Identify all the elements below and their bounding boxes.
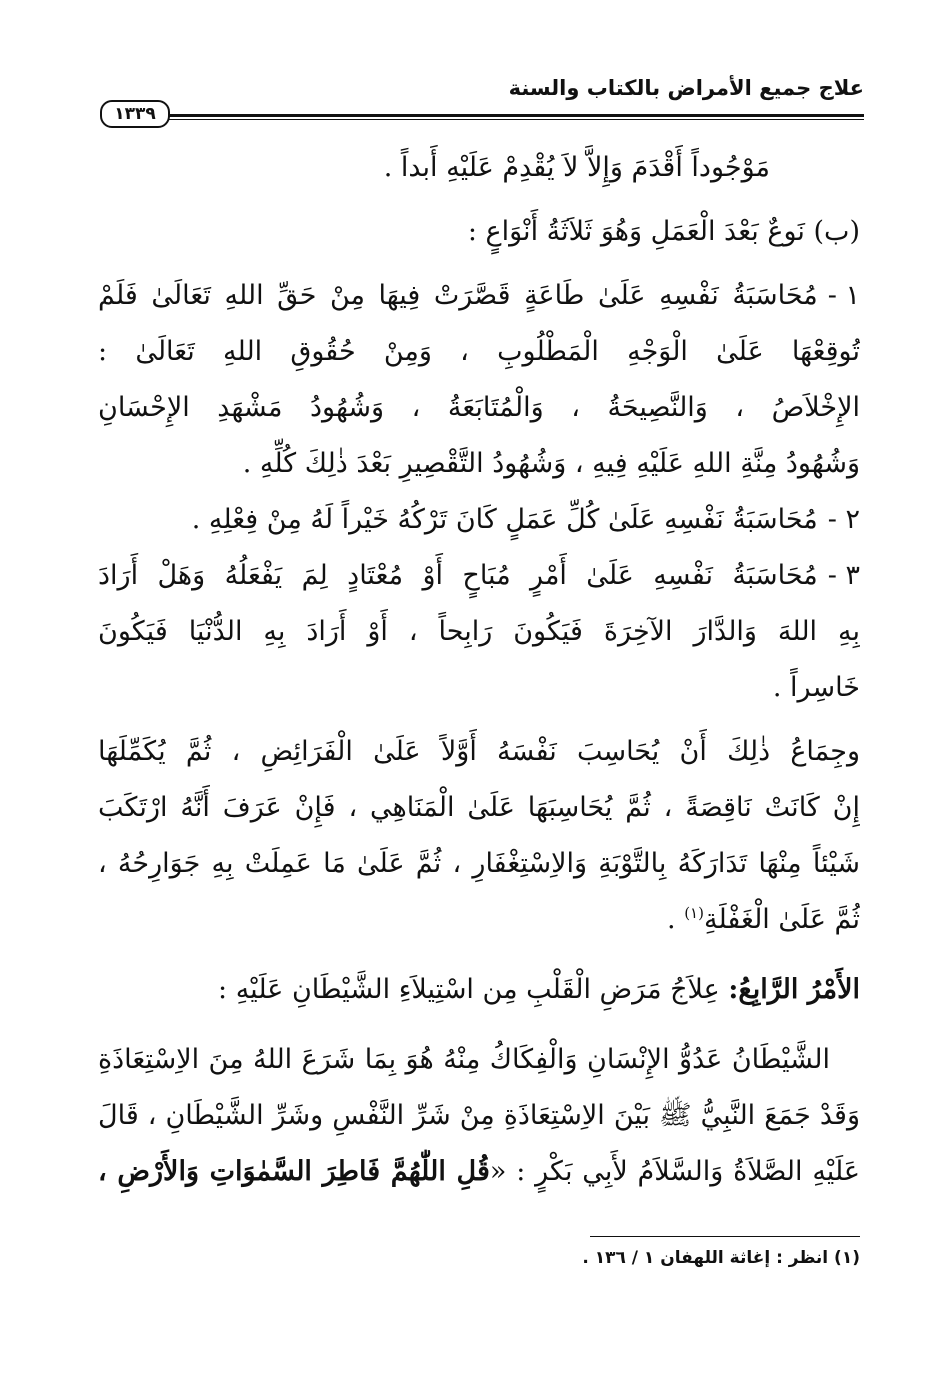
paragraph-last-end: . <box>667 904 685 935</box>
list-item-2-line: مُحَاسَبَةُ نَفْسِهِ عَلَىٰ كُلِّ عَمَلٍ كَانَ تَرْكُهُ خَيْراً لَهُ مِنْ فِعْلِهِ . <box>191 504 818 535</box>
section-heading <box>98 962 860 1018</box>
footnote-rule <box>590 1236 860 1237</box>
last-line-quote: قُلِ اللّٰهُمَّ فَاطِرَ السَّمٰوَاتِ وَالأَرْضِ ، <box>98 1156 490 1187</box>
list-item-1 <box>98 268 860 324</box>
header-rule <box>162 114 864 117</box>
paragraph-line: شَيْئاً مِنْهَا تَدَارَكَهُ بِالتَّوْبَةِ وَالاِسْتِغْفَارِ ، ثُمَّ عَلَىٰ مَا عَمِلَتْ بِهِ جَوَارِحُهُ ، <box>98 848 860 879</box>
last-line-plain: عَلَيْهِ الصَّلاَةُ وَالسَّلاَمُ لأَبِي بَكْرٍ : « <box>489 1156 860 1187</box>
header-rule-thin <box>162 119 864 120</box>
book-title: علاج جميع الأمراض بالكتاب والسنة <box>508 76 864 100</box>
paragraph-line: الشَّيْطَانُ عَدُوُّ الإِنْسَانِ وَالْفِكَاكُ مِنْهُ هُوَ بِمَا شَرَعَ اللهُ مِنَ الاِسْتِعَاذَةِ <box>98 1044 830 1075</box>
paragraph-last-text: ثُمَّ عَلَىٰ الْغَفْلَةِ <box>703 904 860 935</box>
section-heading-rest: عِلاَجُ مَرَضِ الْقَلْبِ مِن اسْتِيلاَءِ الشَّيْطَانِ عَلَيْهِ : <box>218 974 729 1005</box>
paragraph-line: إِنْ كَانَتْ نَاقِصَةً ، ثُمَّ يُحَاسِبَهَا عَلَىٰ الْمَنَاهِي ، فَإِنْ عَرَفَ أَنَّهُ ارْتَكَبَ <box>98 792 860 823</box>
running-header <box>100 74 864 124</box>
list-item-3-line: بِهِ اللهَ وَالدَّارَ الآخِرَةَ فَيَكُونَ رَابِحاً ، أَوْ أَرَادَ بِهِ الدُّنْيَا فَيَكُونَ <box>98 616 860 647</box>
paragraph-line: وجِمَاعُ ذٰلِكَ أَنْ يُحَاسِبَ نَفْسَهُ أَوَّلاً عَلَىٰ الْفَرَائِضِ ، ثُمَّ يُكَمِّلَهَا <box>98 736 860 767</box>
intro-line: مَوْجُوداً أَقْدَمَ وَإِلاَّ لاَ يُقْدِمْ عَلَيْهِ أَبداً . <box>383 152 770 183</box>
paragraph-line-last <box>98 892 860 948</box>
paragraph-line: وَقَدْ جَمَعَ النَّبِيُّ ﷺ بَيْنَ الاِسْتِعَاذَةِ مِنْ شَرِّ النَّفْسِ وشَرِّ الشَّيْطَانِ ، قَالَ <box>98 1100 860 1131</box>
list-marker-1: ١ - <box>827 280 860 311</box>
list-item-3 <box>98 548 860 604</box>
list-item-1-line: تُوقِعْهَا عَلَىٰ الْوَجْهِ الْمَطْلُوبِ ، وَمِنْ حُقُوقِ اللهِ تَعَالَىٰ : <box>98 336 860 367</box>
list-item-1-line: مُحَاسَبَةُ نَفْسِهِ عَلَىٰ طَاعَةٍ قَصَّرَتْ فِيهَا مِنْ حَقِّ اللهِ تَعَالَىٰ فَلَمْ <box>98 280 818 311</box>
page-number: ١٣٣٩ <box>100 100 170 128</box>
footnote-ref[interactable]: (١) <box>684 904 704 922</box>
list-item-1-line: الإِخْلاَصُ ، وَالنَّصِيحَةُ ، وَالْمُتَابَعَةُ ، وَشُهُودُ مَشْهَدِ الإِحْسَانِ <box>98 392 860 423</box>
list-item-1-line: وَشُهُودُ مِنَّةِ اللهِ عَلَيْهِ فِيهِ ، وَشُهُودُ التَّقْصِيرِ بَعْدَ ذٰلِكَ كُلِّهِ . <box>242 448 860 479</box>
paragraph-line-last <box>98 1144 860 1200</box>
list-marker-2: ٢ - <box>827 504 860 535</box>
list-marker-3: ٣ - <box>827 560 860 591</box>
section-b-heading: (ب) نَوعٌ بَعْدَ الْعَمَلِ وَهُوَ ثَلاَثَةُ أَنْوَاعٍ : <box>467 216 860 247</box>
footnote: (١) انظر : إغاثة اللهفان ١ / ١٣٦ . <box>582 1248 860 1268</box>
list-item-3-line: خَاسِراً . <box>772 672 860 703</box>
main-text <box>98 140 860 1200</box>
list-item-2 <box>98 492 860 548</box>
list-item-3-line: مُحَاسَبَةُ نَفْسِهِ عَلَىٰ أَمْرٍ مُبَاحٍ أَوْ مُعْتَادٍ لِمَ يَفْعَلُهُ وَهَلْ أَرَادَ <box>98 560 818 591</box>
section-heading-lead: الأَمْرُ الرَّابِعُ: <box>728 974 860 1005</box>
